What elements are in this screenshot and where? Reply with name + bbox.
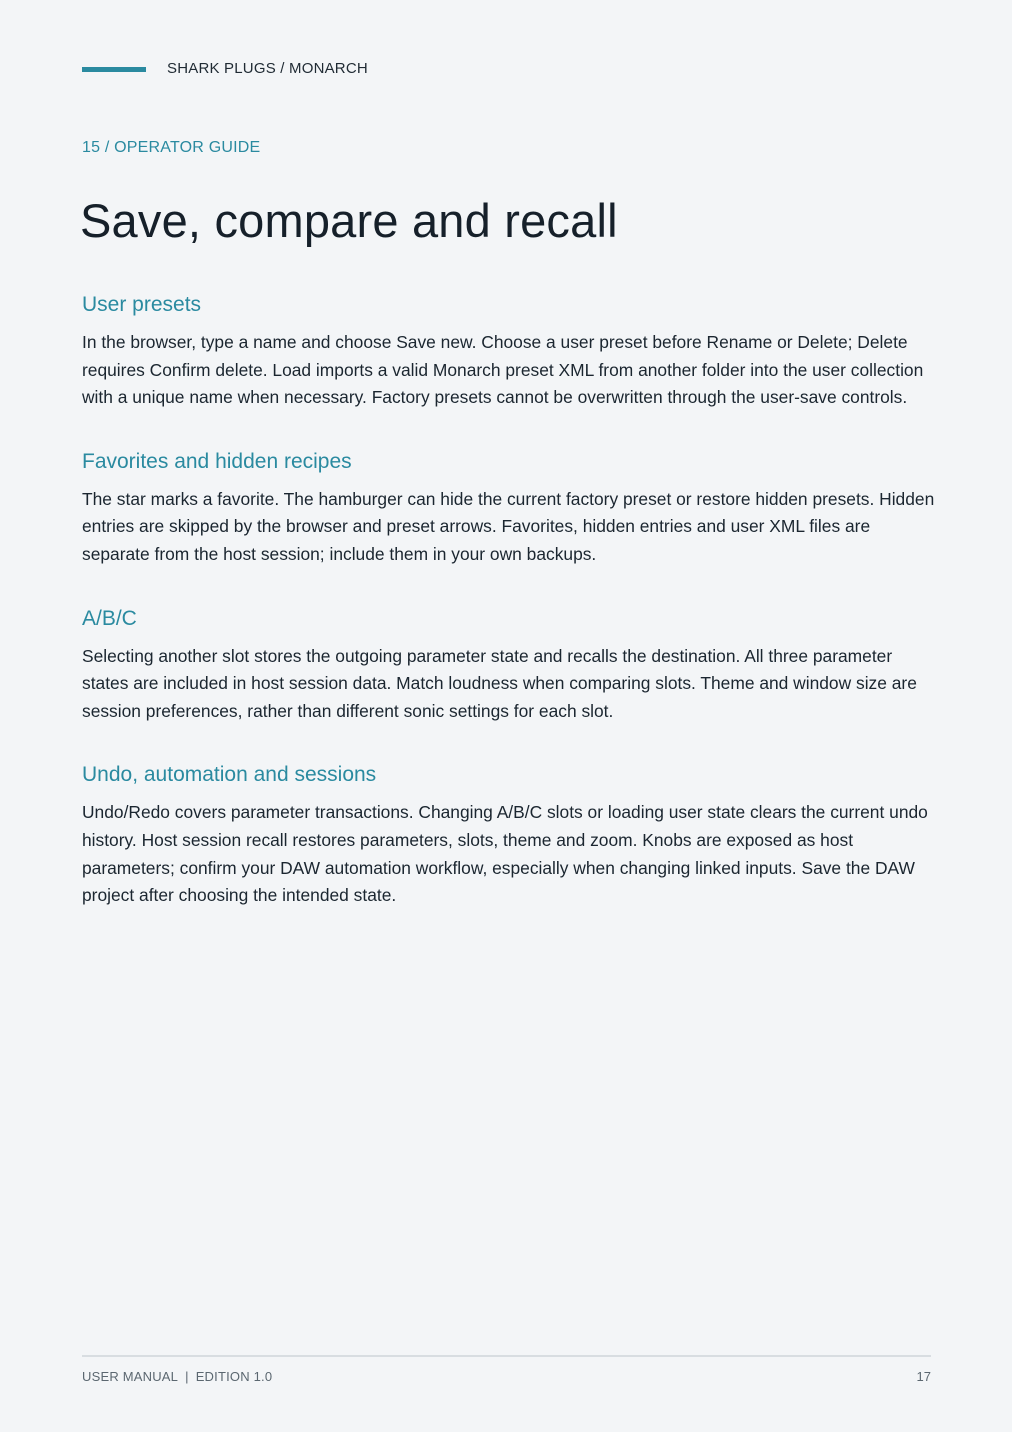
header-brand: SHARK PLUGS / MONARCH [167,59,368,77]
section-body: The star marks a favorite. The hamburger can hide the current factory preset or restore hidden presets. Hidden entries are skipped by the browser and preset arrows. Favorites, hidden entries and user XML files are separate from the host session; include them in your own backups. [82,488,935,564]
section-body: Undo/Redo covers parameter transactions. Changing A/B/C slots or loading user state clears the current undo history. Host session recall restores parameters, slots, theme and zoom. Knobs are exposed as host parameters; confirm your DAW automation workflow, especially when changing linked inputs. Save the DAW project after choosing the intended state. [82,802,928,906]
page-title: Save, compare and recall [80,194,618,247]
section-user-presets [82,290,942,412]
page-number: 17 [916,1369,931,1384]
section-heading: Undo, automation and sessions [82,763,377,787]
section-body: In the browser, type a name and choose Save new. Choose a user preset before Rename or Delete; Delete requires Confirm delete. Load imports a valid Monarch preset XML from another folder into the user collection with a unique name when necessary. Factory presets cannot be overwritten through the user-save controls. [82,332,924,408]
footer-edition-label: EDITION 1.0 [195,1369,273,1384]
footer-divider [82,1355,931,1357]
running-header [82,58,368,78]
footer-edition-info [82,1369,272,1384]
section-heading: User presets [82,293,202,316]
footer-manual-label: USER MANUAL [82,1369,179,1384]
section-body: Selecting another slot stores the outgoing parameter state and recalls the destination. All three parameter states are included in host session data. Match loudness when comparing slots. Theme and window size are session preferences, rather than different sonic settings for each slot. [82,645,917,721]
page-content [82,290,942,910]
footer-separator: | [185,1369,189,1384]
section-heading: A/B/C [82,606,137,630]
section-abc [82,604,942,726]
chapter-kicker: 15 / OPERATOR GUIDE [82,139,261,156]
section-undo-automation [82,760,942,909]
header-accent-rule [82,67,146,72]
section-heading: Favorites and hidden recipes [82,449,352,473]
section-favorites [82,447,942,569]
